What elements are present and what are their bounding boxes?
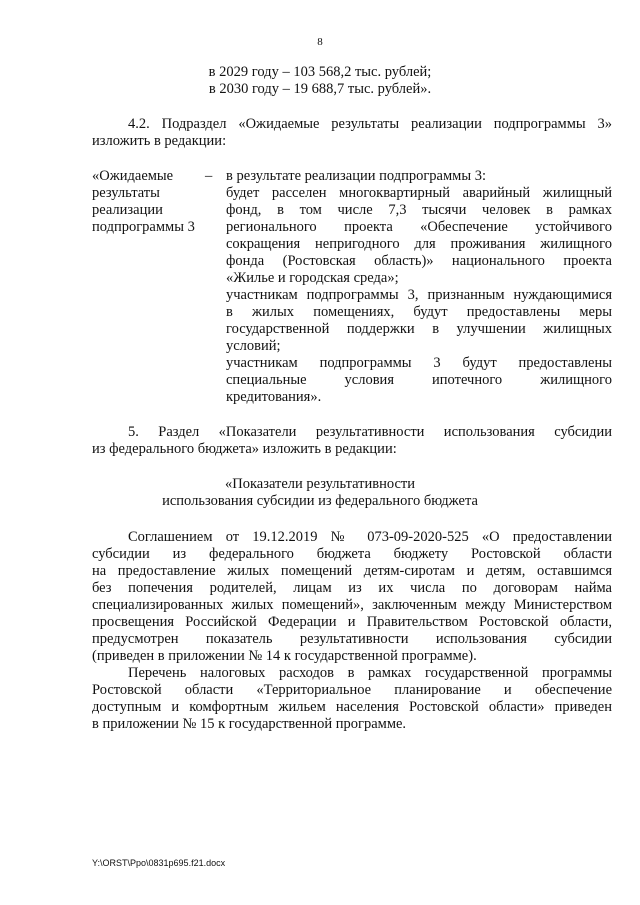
- paragraph-line: Перечень налоговых расходов в рамках государственной программы: [128, 665, 612, 681]
- paragraph-line: доступным и комфортным жильем населения Ростовской области» приведен: [92, 699, 612, 715]
- paragraph-line: Соглашением от 19.12.2019 № 073-09-2020-525 «О предоставлении: [128, 529, 612, 545]
- label-line: реализации: [92, 202, 163, 218]
- footer-file-path: Y:\ORST\Ppo\0831p695.f21.docx: [92, 858, 226, 868]
- section-5-heading: 5. Раздел «Показатели результативности использования субсидии: [128, 424, 612, 440]
- paragraph-line: специализированных жилых помещений», заключенным между Министерством: [92, 597, 612, 613]
- paragraph-line: Ростовской области «Территориальное планирование и обеспечение: [92, 682, 612, 698]
- finance-line-2029: в 2029 году – 103 568,2 тыс. рублей;: [208, 64, 432, 80]
- paragraph-line: субсидии из федерального бюджета бюджету Ростовской области: [92, 546, 612, 562]
- result-line: специальные условия ипотечного жилищного: [226, 372, 612, 388]
- result-line: государственной поддержки в улучшении жилищных: [226, 321, 612, 337]
- paragraph-line: просвещения Российской Федерации и Правительством Ростовской области,: [92, 614, 612, 630]
- result-line: условий;: [226, 338, 281, 354]
- result-line: фонда (Ростовская область)» национального проекта: [226, 253, 612, 269]
- result-line: фонд, в том числе 7,3 тысячи человек в рамках: [226, 202, 612, 218]
- result-line: регионального проекта «Обеспечение устойчивого: [226, 219, 612, 235]
- page-number: 8: [317, 36, 323, 48]
- result-line: в результате реализации подпрограммы 3:: [226, 168, 486, 184]
- finance-line-2030: в 2030 году – 19 688,7 тыс. рублей».: [208, 81, 432, 97]
- result-line: сокращения непригодного для проживания жилищного: [226, 236, 612, 252]
- section-5-instruction: из федерального бюджета» изложить в редакции:: [92, 441, 397, 457]
- label-line: «Ожидаемые: [92, 168, 174, 184]
- result-line: участникам подпрограммы 3 будут предоставлены: [226, 355, 612, 371]
- result-line: участникам подпрограммы 3, признанным нуждающимися: [226, 287, 612, 303]
- result-line: кредитования».: [226, 389, 322, 405]
- result-line: будет расселен многоквартирный аварийный жилищный: [226, 185, 612, 201]
- section-4-2-instruction: изложить в редакции:: [92, 133, 227, 149]
- section-4-2-heading: 4.2. Подраздел «Ожидаемые результаты реализации подпрограммы 3»: [128, 116, 612, 132]
- result-line: «Жилье и городская среда»;: [226, 270, 399, 286]
- table-dash: –: [205, 168, 213, 184]
- paragraph-line: на предоставление жилых помещений детям-сиротам и детям, оставшимся: [92, 563, 612, 579]
- paragraph-line: без попечения родителей, лицам из их числа по договорам найма: [92, 580, 612, 596]
- label-line: подпрограммы 3: [92, 219, 195, 235]
- paragraph-line: предусмотрен показатель результативности использования субсидии: [92, 631, 612, 647]
- paragraph-line: (приведен в приложении № 14 к государственной программе).: [92, 648, 477, 664]
- indicators-heading-line-1: «Показатели результативности: [224, 476, 416, 492]
- indicators-heading-line-2: использования субсидии из федерального бюджета: [162, 493, 478, 509]
- label-line: результаты: [92, 185, 160, 201]
- result-line: в жилых помещениях, будут предоставлены меры: [226, 304, 612, 320]
- paragraph-line: в приложении № 15 к государственной программе.: [92, 716, 407, 732]
